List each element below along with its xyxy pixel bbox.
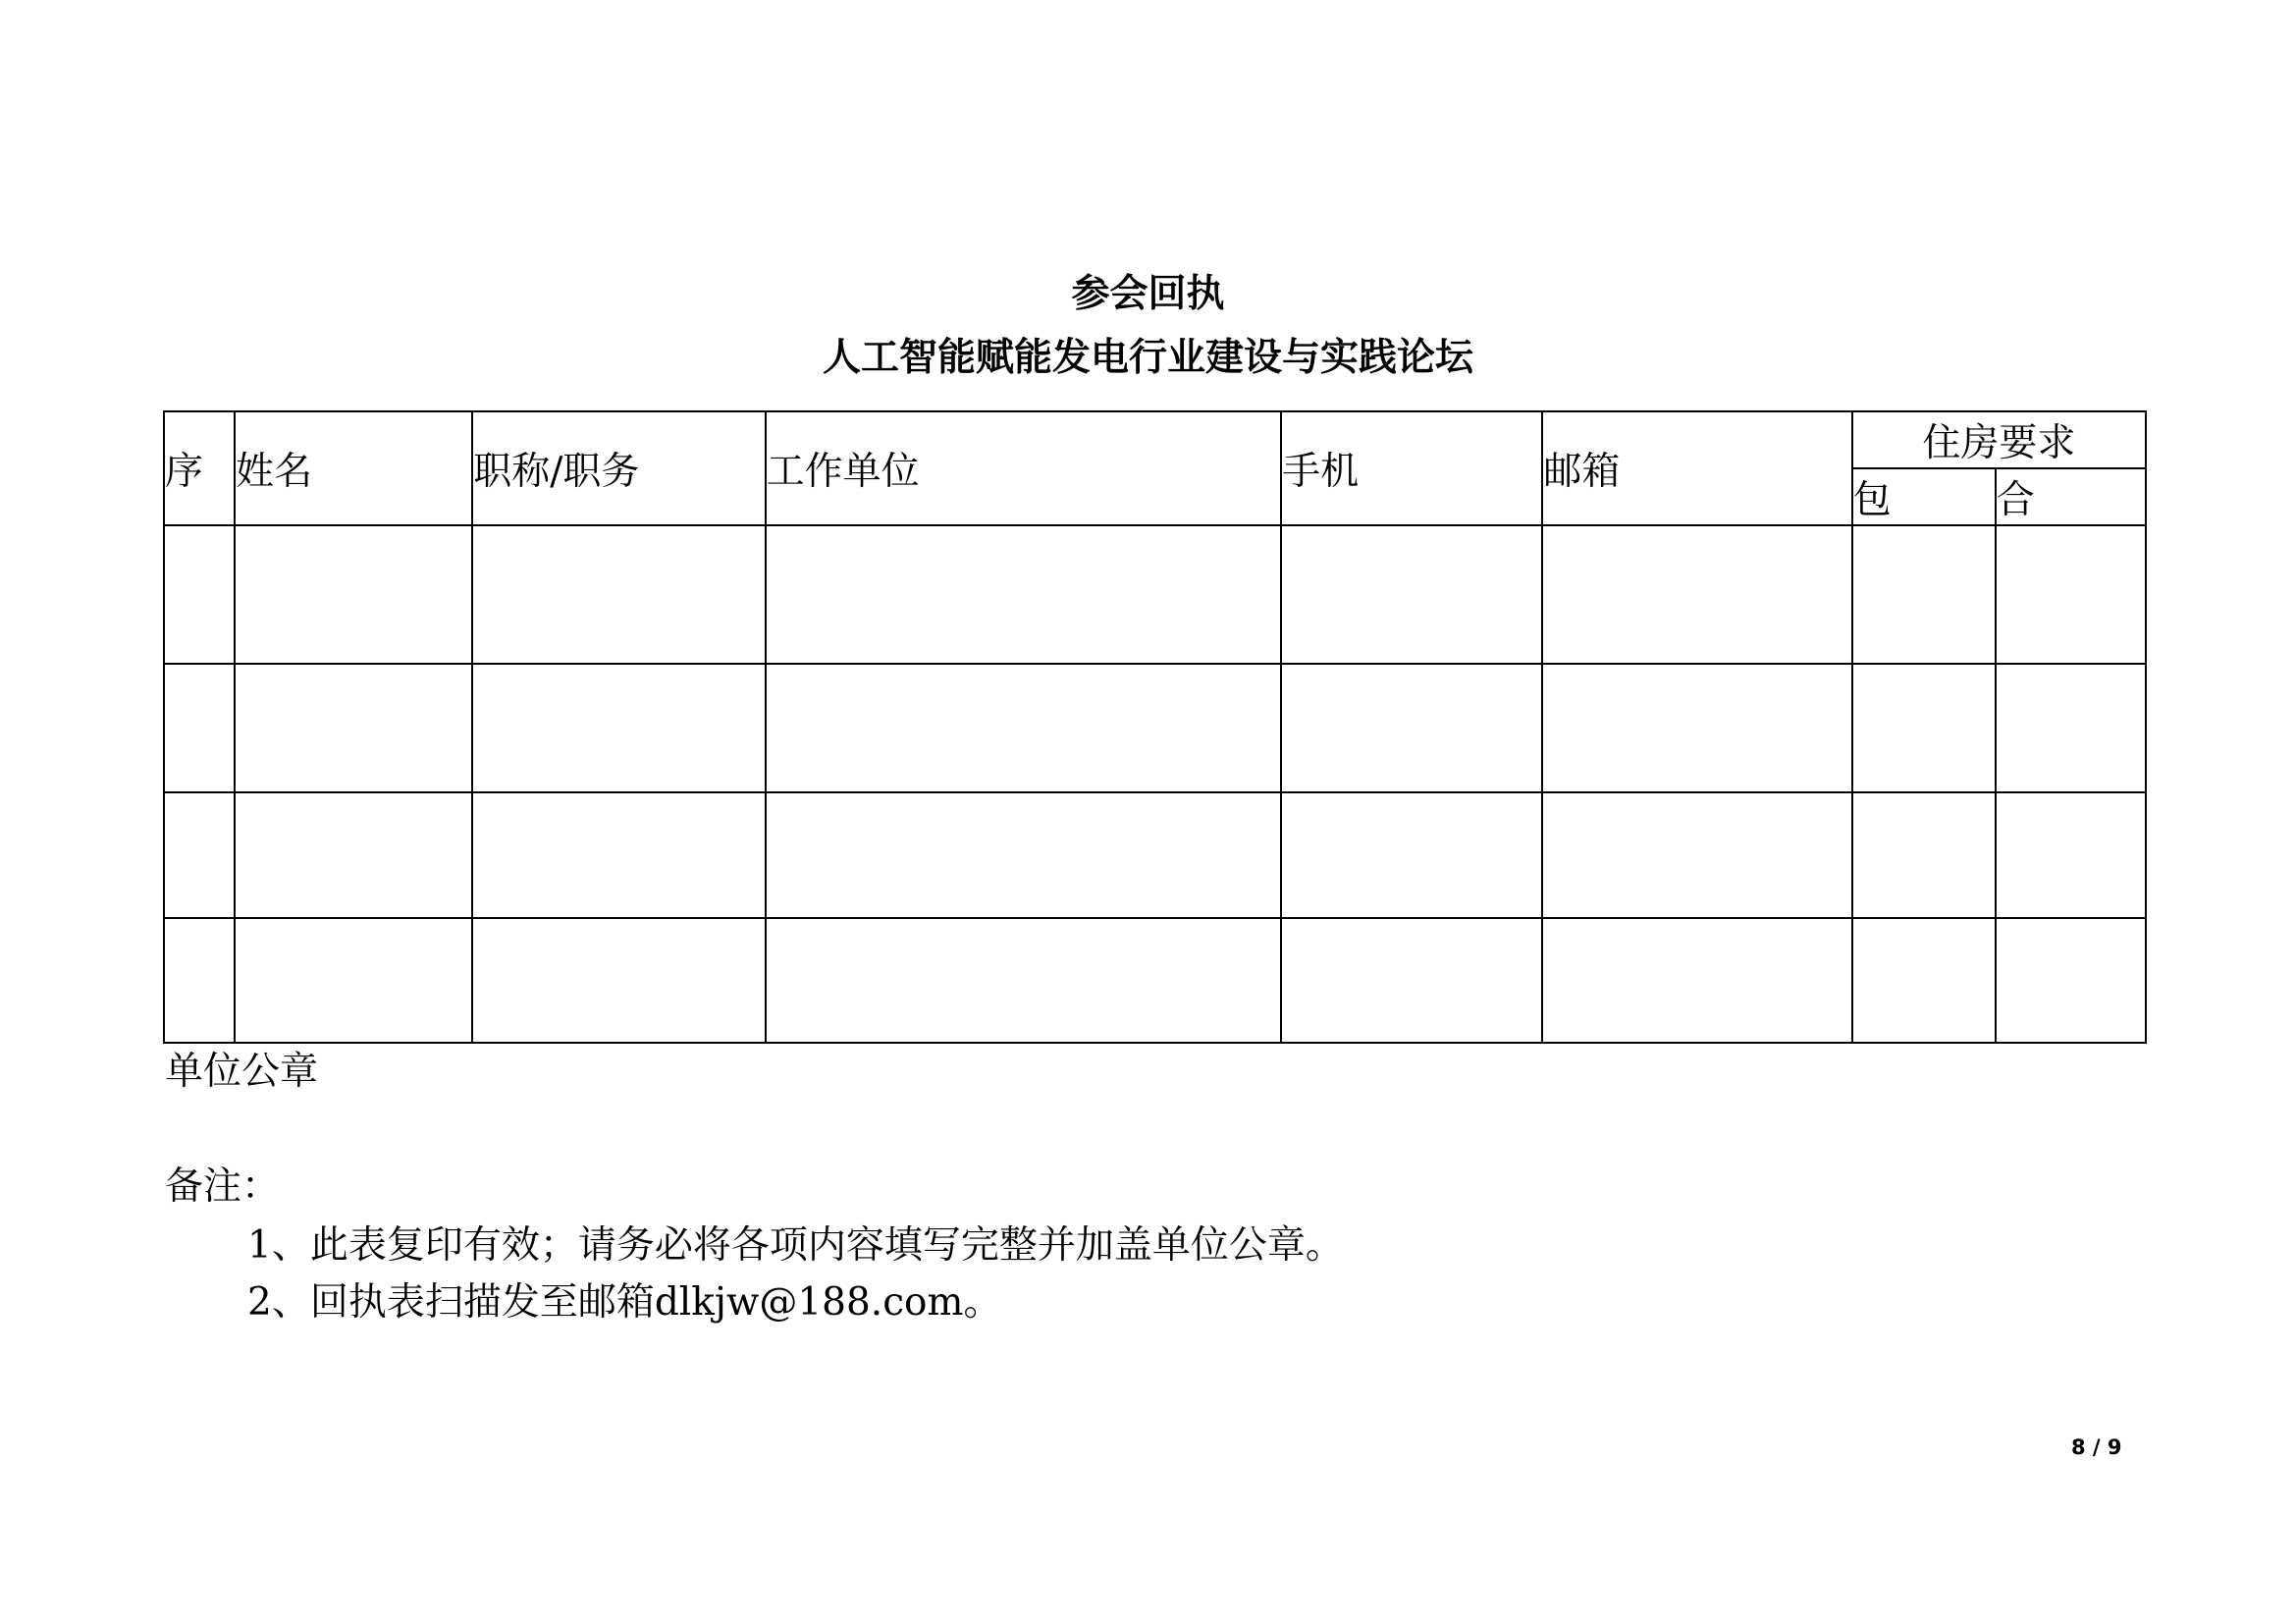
cell-mobile[interactable] bbox=[1281, 918, 1542, 1043]
note-item: 1、此表复印有效；请务必将各项内容填写完整并加盖单位公章。 bbox=[247, 1223, 1344, 1268]
header-position: 职称/职务 bbox=[472, 411, 765, 525]
cell-email[interactable] bbox=[1542, 525, 1851, 664]
cell-name[interactable] bbox=[235, 664, 472, 792]
cell-position[interactable] bbox=[472, 792, 765, 918]
header-housing: 住房要求 bbox=[1852, 411, 2146, 468]
cell-mobile[interactable] bbox=[1281, 664, 1542, 792]
cell-housing-shared[interactable] bbox=[1996, 792, 2146, 918]
forum-title: 人工智能赋能发电行业建设与实践论坛 bbox=[822, 336, 1473, 380]
cell-email[interactable] bbox=[1542, 918, 1851, 1043]
cell-housing-single[interactable] bbox=[1852, 664, 1996, 792]
table-row bbox=[164, 918, 2146, 1043]
table-row bbox=[164, 792, 2146, 918]
cell-name[interactable] bbox=[235, 918, 472, 1043]
cell-mobile[interactable] bbox=[1281, 792, 1542, 918]
cell-position[interactable] bbox=[472, 918, 765, 1043]
cell-housing-shared[interactable] bbox=[1996, 525, 2146, 664]
page-number: 8 / 9 bbox=[2071, 1435, 2122, 1459]
header-row bbox=[164, 411, 2146, 468]
seal-label: 单位公章 bbox=[165, 1050, 319, 1094]
header-email: 邮箱 bbox=[1542, 411, 1851, 525]
cell-organization[interactable] bbox=[766, 525, 1282, 664]
cell-index[interactable] bbox=[164, 918, 235, 1043]
cell-housing-shared[interactable] bbox=[1996, 918, 2146, 1043]
cell-position[interactable] bbox=[472, 664, 765, 792]
cell-position[interactable] bbox=[472, 525, 765, 664]
cell-index[interactable] bbox=[164, 792, 235, 918]
cell-email[interactable] bbox=[1542, 664, 1851, 792]
registration-table bbox=[163, 410, 2147, 1044]
header-mobile: 手机 bbox=[1281, 411, 1542, 525]
table-row bbox=[164, 525, 2146, 664]
cell-mobile[interactable] bbox=[1281, 525, 1542, 664]
table-row bbox=[164, 664, 2146, 792]
cell-housing-shared[interactable] bbox=[1996, 664, 2146, 792]
header-index: 序 bbox=[164, 411, 235, 525]
cell-organization[interactable] bbox=[766, 664, 1282, 792]
cell-organization[interactable] bbox=[766, 918, 1282, 1043]
cell-index[interactable] bbox=[164, 664, 235, 792]
cell-email[interactable] bbox=[1542, 792, 1851, 918]
header-housing-single: 包 bbox=[1852, 468, 1996, 525]
header-housing-shared: 合 bbox=[1996, 468, 2146, 525]
cell-housing-single[interactable] bbox=[1852, 525, 1996, 664]
header-name: 姓名 bbox=[235, 411, 472, 525]
cell-housing-single[interactable] bbox=[1852, 918, 1996, 1043]
cell-index[interactable] bbox=[164, 525, 235, 664]
notes-label: 备注： bbox=[165, 1164, 281, 1209]
note-item: 2、回执表扫描发至邮箱dlkjw@188.com。 bbox=[247, 1280, 1002, 1325]
cell-organization[interactable] bbox=[766, 792, 1282, 918]
cell-name[interactable] bbox=[235, 525, 472, 664]
header-organization: 工作单位 bbox=[766, 411, 1282, 525]
cell-housing-single[interactable] bbox=[1852, 792, 1996, 918]
form-title: 参会回执 bbox=[1071, 272, 1225, 316]
cell-name[interactable] bbox=[235, 792, 472, 918]
